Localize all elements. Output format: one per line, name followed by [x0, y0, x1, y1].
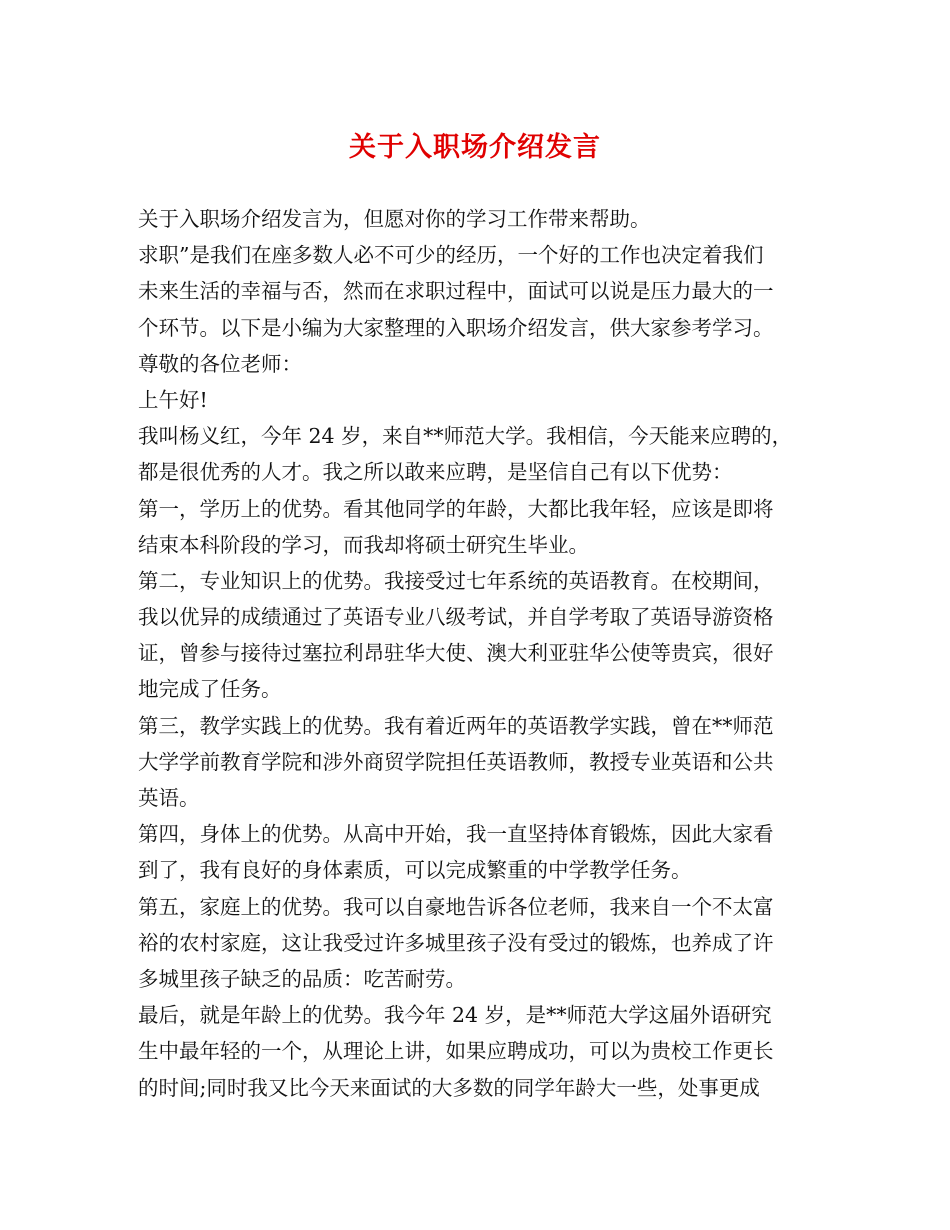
body-line: 证，曾参与接待过塞拉利昂驻华大使、澳大利亚驻华公使等贵宾，很好 — [138, 641, 774, 666]
body-line: 个环节。以下是小编为大家整理的入职场介绍发言，供大家参考学习。 — [138, 315, 774, 340]
body-line: 结束本科阶段的学习，而我却将硕士研究生毕业。 — [138, 532, 589, 557]
body-line: 我叫杨义红，今年 24 岁，来自**师范大学。我相信，今天能来应聘的， — [138, 424, 793, 449]
body-line: 地完成了任务。 — [138, 677, 282, 702]
body-line: 尊敬的各位老师： — [138, 351, 302, 376]
body-line: 英语。 — [138, 786, 200, 810]
body-line: 到了，我有良好的身体素质，可以完成繁重的中学教学任务。 — [138, 858, 692, 883]
body-line: 求职”是我们在座多数人必不可少的经历，一个好的工作也决定着我们 — [138, 243, 764, 268]
body-line: 的时间;同时我又比今天来面试的大多数的同学年龄大一些，处事更成 — [138, 1075, 760, 1100]
body-line: 上午好! — [138, 387, 208, 412]
body-line: 都是很优秀的人才。我之所以敢来应聘，是坚信自己有以下优势： — [138, 460, 733, 485]
body-line: 第二，专业知识上的优势。我接受过七年系统的英语教育。在校期间， — [138, 568, 774, 593]
body-line: 未来生活的幸福与否，然而在求职过程中，面试可以说是压力最大的一 — [138, 279, 774, 304]
body-line: 多城里孩子缺乏的品质：吃苦耐劳。 — [138, 966, 466, 991]
body-line: 裕的农村家庭，这让我受过许多城里孩子没有受过的锻炼，也养成了许 — [138, 930, 774, 955]
body-line: 生中最年轻的一个，从理论上讲，如果应聘成功，可以为贵校工作更长 — [138, 1039, 774, 1064]
body-line: 第三，教学实践上的优势。我有着近两年的英语教学实践，曾在**师范 — [138, 713, 774, 738]
body-line: 大学学前教育学院和涉外商贸学院担任英语教师，教授专业英语和公共 — [138, 749, 774, 774]
body-line: 最后，就是年龄上的优势。我今年 24 岁，是**师范大学这届外语研究 — [138, 1003, 772, 1028]
document-title: 关于入职场介绍发言 — [349, 132, 601, 163]
body-line: 我以优异的成绩通过了英语专业八级考试，并自学考取了英语导游资格 — [138, 605, 774, 630]
document-body — [138, 201, 818, 1106]
body-line: 关于入职场介绍发言为，但愿对你的学习工作带来帮助。 — [138, 207, 651, 231]
body-line: 第四，身体上的优势。从高中开始，我一直坚持体育锻炼，因此大家看 — [138, 822, 774, 847]
body-line: 第五，家庭上的优势。我可以自豪地告诉各位老师，我来自一个不太富 — [138, 894, 774, 919]
body-line: 第一，学历上的优势。看其他同学的年龄，大都比我年轻，应该是即将 — [138, 496, 774, 521]
